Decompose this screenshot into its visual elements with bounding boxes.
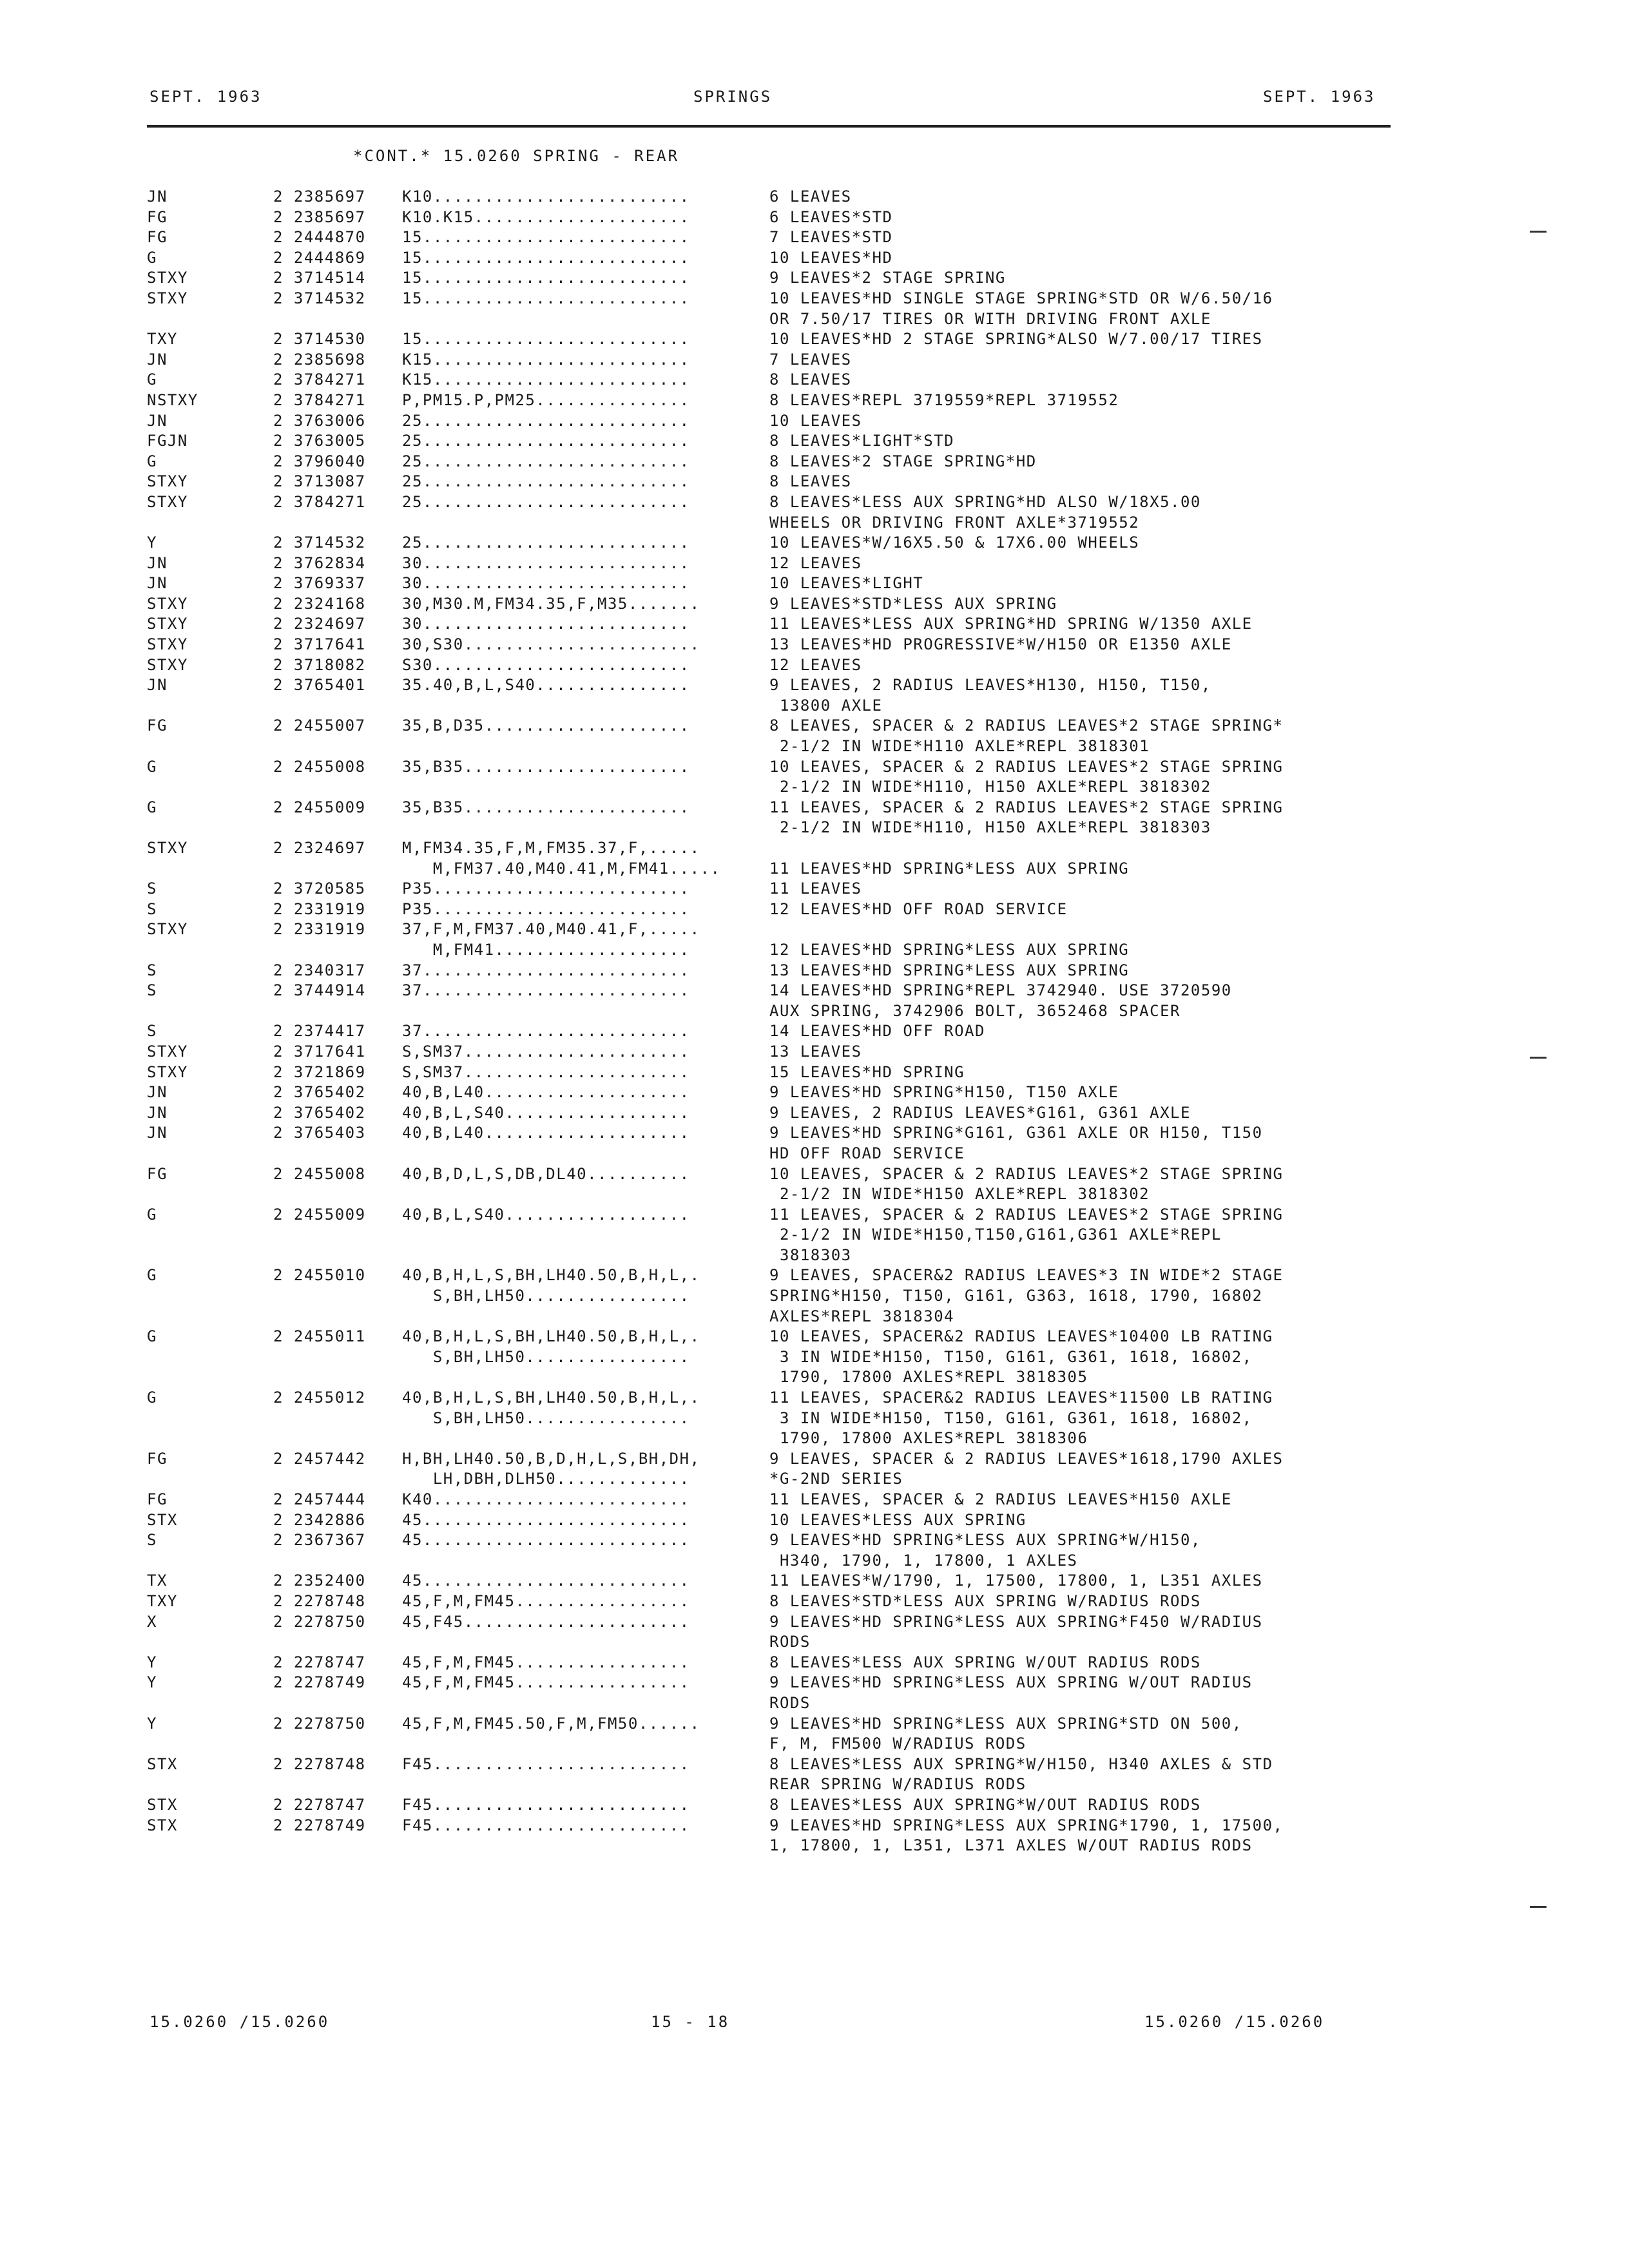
row-part-number: 2 2455012 [273, 1389, 366, 1407]
row-part-number: 2 2374417 [273, 1022, 366, 1041]
table-row [147, 716, 1410, 756]
row-code: Y [147, 1673, 157, 1692]
row-description: 10 LEAVES, SPACER & 2 RADIUS LEAVES*2 STAGE SPRING 2-1/2 IN WIDE*H150 AXLE*REPL 3818302 [769, 1164, 1284, 1204]
parts-listing [147, 187, 1410, 1856]
row-part-number: 2 3762834 [273, 553, 366, 572]
margin-mark [1530, 1057, 1547, 1059]
row-model: 30,M30.M,FM34.35,F,M35....... [402, 594, 700, 613]
row-model: P,PM15.P,PM25............... [402, 390, 690, 409]
table-row [147, 533, 1410, 553]
table-row [147, 1327, 1410, 1388]
row-model: 15.......................... [402, 289, 690, 307]
row-description: 10 LEAVES*HD 2 STAGE SPRING*ALSO W/7.00/17 TIRES [769, 330, 1263, 349]
table-row [147, 1449, 1410, 1490]
row-part-number: 2 2455009 [273, 1205, 366, 1224]
row-model: 45,F45...................... [402, 1612, 690, 1631]
row-model: 35,B35...................... [402, 757, 690, 776]
row-model: 40,B,L40.................... [402, 1083, 690, 1102]
row-part-number: 2 3717641 [273, 635, 366, 654]
row-model: 45,F,M,FM45................. [402, 1653, 690, 1671]
table-row [147, 675, 1410, 716]
row-code: NSTXY [147, 390, 198, 409]
row-description: 9 LEAVES*HD SPRING*LESS AUX SPRING*W/H150, H340, 1790, 1, 17800, 1 AXLES [769, 1531, 1201, 1570]
row-model: 25.......................... [402, 492, 690, 511]
row-model: 15.......................... [402, 269, 690, 287]
row-model: F45......................... [402, 1754, 690, 1773]
row-part-number: 2 2278748 [273, 1754, 366, 1773]
row-part-number: 2 3796040 [273, 452, 366, 470]
row-model: 35,B35...................... [402, 798, 690, 816]
table-row [147, 431, 1410, 452]
row-code: STXY [147, 594, 188, 613]
row-part-number: 2 2278750 [273, 1612, 366, 1631]
table-row [147, 411, 1410, 432]
row-part-number: 2 2352400 [273, 1571, 366, 1590]
row-description: 11 LEAVES [769, 879, 862, 898]
row-part-number: 2 3784271 [273, 492, 366, 511]
row-code: FG [147, 207, 168, 226]
row-model: S30......................... [402, 655, 690, 674]
row-part-number: 2 2324697 [273, 839, 366, 857]
row-part-number: 2 3720585 [273, 879, 366, 898]
row-description: 10 LEAVES [769, 411, 862, 430]
row-code: FG [147, 228, 168, 247]
row-description: 9 LEAVES, 2 RADIUS LEAVES*H130, H150, T150, 13800 AXLE [769, 676, 1211, 715]
row-description: 11 LEAVES*HD SPRING*LESS AUX SPRING [769, 859, 1130, 878]
row-description: 9 LEAVES*HD SPRING*G161, G361 AXLE OR H150, T150 HD OFF ROAD SERVICE [769, 1124, 1263, 1162]
row-code: G [147, 798, 157, 816]
table-row [147, 227, 1410, 248]
row-part-number: 2 2455011 [273, 1327, 366, 1346]
row-part-number: 2 2455008 [273, 1164, 366, 1183]
row-code: S [147, 961, 157, 979]
row-part-number: 2 2457442 [273, 1449, 366, 1468]
row-description: 10 LEAVES, SPACER & 2 RADIUS LEAVES*2 STAGE SPRING 2-1/2 IN WIDE*H110, H150 AXLE*REPL 3818302 [769, 757, 1284, 796]
table-row [147, 1510, 1410, 1531]
table-row [147, 1123, 1410, 1164]
row-description: 13 LEAVES [769, 1042, 862, 1061]
row-description: 8 LEAVES*2 STAGE SPRING*HD [769, 452, 1037, 470]
row-code: Y [147, 1653, 157, 1671]
row-part-number: 2 2278747 [273, 1795, 366, 1814]
row-model: 45,F,M,FM45.50,F,M,FM50...... [402, 1714, 700, 1733]
row-model: 35,B,D35.................... [402, 716, 690, 735]
row-model: 30.......................... [402, 553, 690, 572]
row-part-number: 2 3714514 [273, 269, 366, 287]
table-row [147, 350, 1410, 370]
row-description: 15 LEAVES*HD SPRING [769, 1062, 965, 1081]
row-model: 45,F,M,FM45................. [402, 1673, 690, 1692]
table-row [147, 390, 1410, 411]
row-description: 8 LEAVES*REPL 3719559*REPL 3719552 [769, 390, 1119, 409]
row-description: 9 LEAVES*HD SPRING*H150, T150 AXLE [769, 1083, 1119, 1102]
row-part-number: 2 2457444 [273, 1490, 366, 1508]
row-part-number: 2 3721869 [273, 1062, 366, 1081]
row-part-number: 2 2367367 [273, 1531, 366, 1550]
header-date-left: SEPT. 1963 [149, 88, 262, 106]
table-row [147, 492, 1410, 533]
row-part-number: 2 3714532 [273, 533, 366, 552]
row-model: 15.......................... [402, 248, 690, 267]
row-model: 40,B,H,L,S,BH,LH40.50,B,H,L,. S,BH,LH50................ [402, 1327, 700, 1366]
row-code: STXY [147, 635, 188, 654]
row-description: 11 LEAVES, SPACER & 2 RADIUS LEAVES*2 STAGE SPRING 2-1/2 IN WIDE*H110, H150 AXLE*REPL 3818303 [769, 798, 1284, 837]
row-description: 8 LEAVES, SPACER & 2 RADIUS LEAVES*2 STAGE SPRING* 2-1/2 IN WIDE*H110 AXLE*REPL 3818301 [769, 716, 1284, 756]
row-model: S,SM37...................... [402, 1042, 690, 1061]
row-description: 9 LEAVES, SPACER & 2 RADIUS LEAVES*1618,1790 AXLES *G-2ND SERIES [769, 1449, 1284, 1488]
row-part-number: 2 2331919 [273, 899, 366, 918]
row-description: 8 LEAVES*LESS AUX SPRING*HD ALSO W/18X5.00 WHEELS OR DRIVING FRONT AXLE*3719552 [769, 492, 1201, 532]
row-code: JN [147, 187, 168, 206]
table-row [147, 1205, 1410, 1266]
row-code: TX [147, 1571, 168, 1590]
row-model: 25.......................... [402, 432, 690, 450]
row-model: 45,F,M,FM45................. [402, 1591, 690, 1610]
row-description: 12 LEAVES [769, 655, 862, 674]
table-row [147, 635, 1410, 655]
table-row [147, 1082, 1410, 1103]
table-row [147, 1795, 1410, 1816]
table-row [147, 1042, 1410, 1062]
table-row [147, 757, 1410, 798]
row-code: JN [147, 1083, 168, 1102]
row-model: 25.......................... [402, 411, 690, 430]
table-row [147, 187, 1410, 207]
row-description: 7 LEAVES*STD [769, 228, 893, 247]
row-description: 12 LEAVES [769, 553, 862, 572]
row-part-number: 2 3718082 [273, 655, 366, 674]
row-description: 11 LEAVES, SPACER & 2 RADIUS LEAVES*2 STAGE SPRING 2-1/2 IN WIDE*H150,T150,G161,G361 AXLE*REPL 3818303 [769, 1205, 1284, 1264]
row-description: 9 LEAVES*HD SPRING*LESS AUX SPRING W/OUT RADIUS RODS [769, 1673, 1253, 1712]
row-code: G [147, 1266, 157, 1285]
row-model: 30.......................... [402, 574, 690, 593]
table-row [147, 289, 1410, 329]
row-part-number: 2 2324168 [273, 594, 366, 613]
row-description: 12 LEAVES*HD SPRING*LESS AUX SPRING [769, 940, 1130, 959]
table-row [147, 573, 1410, 594]
row-part-number: 2 2324697 [273, 615, 366, 633]
row-description: 14 LEAVES*HD OFF ROAD [769, 1022, 985, 1041]
row-code: S [147, 1022, 157, 1041]
row-code: STXY [147, 655, 188, 674]
row-code: G [147, 1205, 157, 1224]
row-code: TXY [147, 1591, 178, 1610]
row-model: K40......................... [402, 1490, 690, 1508]
row-description: 8 LEAVES*STD*LESS AUX SPRING W/RADIUS RODS [769, 1591, 1201, 1610]
row-description: 14 LEAVES*HD SPRING*REPL 3742940. USE 3720590 AUX SPRING, 3742906 BOLT, 3652468 SPACER [769, 981, 1232, 1020]
row-code: G [147, 452, 157, 470]
row-part-number: 2 2385697 [273, 207, 366, 226]
row-model: K15......................... [402, 370, 690, 389]
table-row [147, 1714, 1410, 1754]
row-model: M,FM34.35,F,M,FM35.37,F,..... M,FM37.40,M40.41,M,FM41..... [402, 839, 721, 878]
row-model: 40,B,H,L,S,BH,LH40.50,B,H,L,. S,BH,LH50................ [402, 1389, 700, 1427]
row-model: H,BH,LH40.50,B,D,H,L,S,BH,DH, LH,DBH,DLH50............. [402, 1449, 700, 1488]
row-code: STXY [147, 615, 188, 633]
row-description: 13 LEAVES*HD PROGRESSIVE*W/H150 OR E1350 AXLE [769, 635, 1232, 654]
table-row [147, 1164, 1410, 1205]
row-model: 25.......................... [402, 452, 690, 470]
row-part-number: 2 3784271 [273, 390, 366, 409]
row-description: 8 LEAVES*LESS AUX SPRING*W/H150, H340 AXLES & STD REAR SPRING W/RADIUS RODS [769, 1754, 1273, 1794]
table-row [147, 370, 1410, 390]
row-description: 9 LEAVES, 2 RADIUS LEAVES*G161, G361 AXLE [769, 1103, 1191, 1122]
row-description: 13 LEAVES*HD SPRING*LESS AUX SPRING [769, 961, 1130, 979]
row-code: FG [147, 1449, 168, 1468]
table-row [147, 1265, 1410, 1327]
row-part-number: 2 3765403 [273, 1124, 366, 1142]
row-description: 9 LEAVES*2 STAGE SPRING [769, 269, 1006, 287]
row-description: 10 LEAVES*LESS AUX SPRING [769, 1510, 1027, 1529]
row-part-number: 2 2455008 [273, 757, 366, 776]
table-row [147, 1490, 1410, 1510]
table-row [147, 594, 1410, 615]
header-date-right: SEPT. 1963 [1263, 88, 1376, 106]
row-model: F45......................... [402, 1816, 690, 1834]
footer-page-number: 15 - 18 [651, 2013, 730, 2031]
row-model: 35.40,B,L,S40............... [402, 676, 690, 695]
footer-ref-right: 15.0260 /15.0260 [1144, 2013, 1325, 2031]
row-model: 25.......................... [402, 472, 690, 491]
table-row [147, 1816, 1410, 1856]
table-row [147, 838, 1410, 879]
row-code: STXY [147, 269, 188, 287]
table-row [147, 614, 1410, 635]
header-rule [147, 125, 1391, 128]
table-row [147, 1673, 1410, 1713]
row-code: FG [147, 716, 168, 735]
row-code: JN [147, 574, 168, 593]
row-code: JN [147, 411, 168, 430]
table-row [147, 655, 1410, 676]
table-row [147, 452, 1410, 472]
row-description: 9 LEAVES, SPACER&2 RADIUS LEAVES*3 IN WIDE*2 STAGE SPRING*H150, T150, G161, G363, 1618, 1790, 16802 AXLES*REPL 3818304 [769, 1266, 1284, 1325]
table-row [147, 1388, 1410, 1449]
table-row [147, 981, 1410, 1021]
table-row [147, 1062, 1410, 1083]
table-row [147, 1103, 1410, 1124]
row-part-number: 2 2455007 [273, 716, 366, 735]
header-section-title: SPRINGS [693, 88, 773, 106]
row-model: 40,B,L,S40.................. [402, 1103, 690, 1122]
row-part-number: 2 3763005 [273, 432, 366, 450]
row-code: STX [147, 1816, 178, 1834]
row-description: 10 LEAVES*HD [769, 248, 893, 267]
row-model: S,SM37...................... [402, 1062, 690, 1081]
margin-mark [1530, 1906, 1547, 1908]
row-part-number: 2 3784271 [273, 370, 366, 389]
table-row [147, 1754, 1410, 1795]
row-part-number: 2 3765402 [273, 1103, 366, 1122]
row-description: 11 LEAVES*W/1790, 1, 17500, 17800, 1, L351 AXLES [769, 1571, 1263, 1590]
row-code: STX [147, 1795, 178, 1814]
row-part-number: 2 2278749 [273, 1816, 366, 1834]
row-description: 8 LEAVES [769, 370, 852, 389]
row-code: STX [147, 1510, 178, 1529]
row-model: K15......................... [402, 350, 690, 369]
row-code: STXY [147, 839, 188, 857]
row-part-number: 2 3744914 [273, 981, 366, 1000]
row-description: 10 LEAVES*LIGHT [769, 574, 924, 593]
row-part-number: 2 2331919 [273, 920, 366, 939]
row-part-number: 2 2278748 [273, 1591, 366, 1610]
row-part-number: 2 3763006 [273, 411, 366, 430]
row-description: 6 LEAVES*STD [769, 207, 893, 226]
row-code: STXY [147, 1042, 188, 1061]
row-model: 37.......................... [402, 1022, 690, 1041]
row-model: 45.......................... [402, 1510, 690, 1529]
row-description: 8 LEAVES*LESS AUX SPRING*W/OUT RADIUS RODS [769, 1795, 1201, 1814]
row-part-number: 2 2444870 [273, 228, 366, 247]
table-row [147, 329, 1410, 350]
row-model: 37,F,M,FM37.40,M40.41,F,..... M,FM41................... [402, 920, 700, 959]
row-part-number: 2 3765401 [273, 676, 366, 695]
row-model: 40,B,H,L,S,BH,LH40.50,B,H,L,. S,BH,LH50................ [402, 1266, 700, 1305]
row-code: JN [147, 553, 168, 572]
row-code: STXY [147, 920, 188, 939]
row-description: 11 LEAVES*LESS AUX SPRING*HD SPRING W/1350 AXLE [769, 615, 1253, 633]
table-row [147, 899, 1410, 920]
row-description: 8 LEAVES [769, 472, 852, 491]
row-model: F45......................... [402, 1795, 690, 1814]
row-description: 10 LEAVES*W/16X5.50 & 17X6.00 WHEELS [769, 533, 1140, 552]
row-code: G [147, 1327, 157, 1346]
table-row [147, 1591, 1410, 1612]
row-code: Y [147, 533, 157, 552]
table-row [147, 248, 1410, 269]
row-part-number: 2 3769337 [273, 574, 366, 593]
row-code: FG [147, 1164, 168, 1183]
margin-mark [1530, 231, 1547, 233]
row-description: 11 LEAVES, SPACER & 2 RADIUS LEAVES*H150 AXLE [769, 1490, 1232, 1508]
row-model: 15.......................... [402, 228, 690, 247]
row-model: 45.......................... [402, 1571, 690, 1590]
row-part-number: 2 2385697 [273, 187, 366, 206]
row-part-number: 2 3714530 [273, 330, 366, 349]
row-code: Y [147, 1714, 157, 1733]
table-row [147, 1612, 1410, 1653]
row-part-number: 2 3714532 [273, 289, 366, 307]
row-part-number: 2 3765402 [273, 1083, 366, 1102]
row-description: 7 LEAVES [769, 350, 852, 369]
table-row [147, 207, 1410, 228]
row-part-number: 2 2455009 [273, 798, 366, 816]
section-subheading: *CONT.* 15.0260 SPRING - REAR [353, 147, 680, 165]
row-model: 37.......................... [402, 981, 690, 1000]
row-description: 8 LEAVES*LIGHT*STD [769, 432, 955, 450]
table-row [147, 268, 1410, 289]
row-part-number: 2 2385698 [273, 350, 366, 369]
row-model: P35......................... [402, 899, 690, 918]
row-code: JN [147, 1124, 168, 1142]
row-code: G [147, 248, 157, 267]
row-description: 9 LEAVES*STD*LESS AUX SPRING [769, 594, 1057, 613]
row-code: STXY [147, 1062, 188, 1081]
row-code: STX [147, 1754, 178, 1773]
row-code: G [147, 757, 157, 776]
row-code: STXY [147, 472, 188, 491]
row-description: 9 LEAVES*HD SPRING*LESS AUX SPRING*1790, 1, 17500, 1, 17800, 1, L351, L371 AXLES W/OUT RADIUS RODS [769, 1816, 1284, 1855]
row-description: 6 LEAVES [769, 187, 852, 206]
row-description: 10 LEAVES*HD SINGLE STAGE SPRING*STD OR W/6.50/16 OR 7.50/17 TIRES OR WITH DRIVING FRONT AXLE [769, 289, 1273, 328]
row-code: S [147, 981, 157, 1000]
row-code: S [147, 879, 157, 898]
table-row [147, 919, 1410, 960]
row-code: X [147, 1612, 157, 1631]
row-code: G [147, 1389, 157, 1407]
table-row [147, 553, 1410, 574]
table-row [147, 879, 1410, 899]
table-row [147, 1021, 1410, 1042]
row-model: 25.......................... [402, 533, 690, 552]
row-part-number: 2 2278747 [273, 1653, 366, 1671]
row-code: S [147, 899, 157, 918]
row-model: 30.......................... [402, 615, 690, 633]
row-code: TXY [147, 330, 178, 349]
row-part-number: 2 3717641 [273, 1042, 366, 1061]
row-description: 8 LEAVES*LESS AUX SPRING W/OUT RADIUS RODS [769, 1653, 1201, 1671]
row-part-number: 2 2455010 [273, 1266, 366, 1285]
row-model: K10.K15..................... [402, 207, 690, 226]
row-description: 11 LEAVES, SPACER&2 RADIUS LEAVES*11500 LB RATING 3 IN WIDE*H150, T150, G161, G361, 1618, 16802, 1790, 17800 AXLES*REPL 3818306 [769, 1389, 1273, 1448]
row-model: K10......................... [402, 187, 690, 206]
row-description: 10 LEAVES, SPACER&2 RADIUS LEAVES*10400 LB RATING 3 IN WIDE*H150, T150, G161, G361, 1618, 16802, 1790, 17800 AXLES*REPL 3818305 [769, 1327, 1273, 1387]
row-part-number: 2 2444869 [273, 248, 366, 267]
table-row [147, 798, 1410, 838]
row-model: 40,B,L,S40.................. [402, 1205, 690, 1224]
row-model: 15.......................... [402, 330, 690, 349]
row-code: S [147, 1531, 157, 1550]
row-code: STXY [147, 289, 188, 307]
row-model: P35......................... [402, 879, 690, 898]
footer-ref-left: 15.0260 /15.0260 [149, 2013, 330, 2031]
row-description: 12 LEAVES*HD OFF ROAD SERVICE [769, 899, 1068, 918]
table-row [147, 1530, 1410, 1571]
row-model: 40,B,D,L,S,DB,DL40.......... [402, 1164, 690, 1183]
row-code: JN [147, 350, 168, 369]
row-model: 45.......................... [402, 1531, 690, 1550]
table-row [147, 472, 1410, 492]
row-part-number: 2 2340317 [273, 961, 366, 979]
row-model: 30,S30....................... [402, 635, 700, 654]
row-part-number: 2 2342886 [273, 1510, 366, 1529]
row-description: 9 LEAVES*HD SPRING*LESS AUX SPRING*F450 W/RADIUS RODS [769, 1612, 1263, 1651]
row-code: G [147, 370, 157, 389]
row-model: 40,B,L40.................... [402, 1124, 690, 1142]
row-code: FGJN [147, 432, 188, 450]
row-part-number: 2 2278750 [273, 1714, 366, 1733]
row-code: FG [147, 1490, 168, 1508]
row-code: JN [147, 676, 168, 695]
table-row [147, 1653, 1410, 1673]
row-part-number: 2 2278749 [273, 1673, 366, 1692]
row-code: JN [147, 1103, 168, 1122]
row-model: 37.......................... [402, 961, 690, 979]
row-code: STXY [147, 492, 188, 511]
row-description: 9 LEAVES*HD SPRING*LESS AUX SPRING*STD ON 500, F, M, FM500 W/RADIUS RODS [769, 1714, 1242, 1753]
table-row [147, 1571, 1410, 1591]
row-part-number: 2 3713087 [273, 472, 366, 491]
table-row [147, 961, 1410, 981]
